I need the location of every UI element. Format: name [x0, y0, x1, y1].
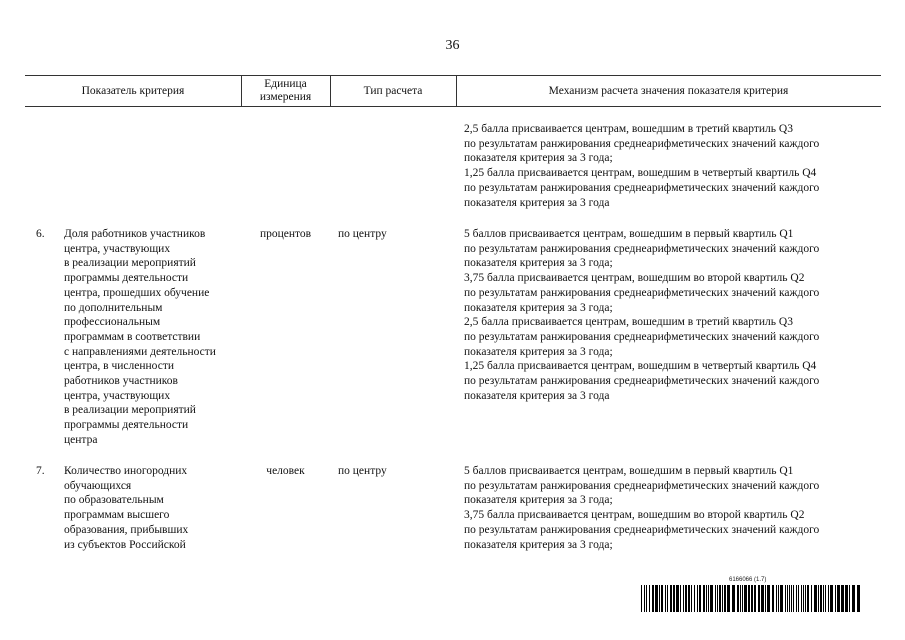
row-number: 6.	[36, 228, 45, 240]
mechanism-line: 3,75 балла присваивается центрам, вошедшим во второй квартиль Q2	[464, 272, 805, 285]
mechanism-line: по результатам ранжирования среднеарифметических значений каждого	[464, 523, 820, 536]
row-calc-type: по центру	[338, 465, 387, 477]
criterion-line: центра, участвующих	[64, 389, 171, 402]
mechanism-line: 5 баллов присваивается центрам, вошедшим в первый квартиль Q1	[464, 465, 794, 477]
row-calc-type: по центру	[338, 228, 387, 240]
criterion-line: программам в соответствии	[64, 330, 201, 343]
mechanism-line: 1,25 балла присваивается центрам, вошедшим в четвертый квартиль Q4	[464, 360, 817, 373]
row-criterion	[64, 464, 188, 552]
mechanism-line: показателя критерия за 3 года;	[464, 257, 613, 270]
criterion-line: программы деятельности	[64, 419, 189, 432]
criterion-line: профессиональным	[64, 316, 161, 329]
mechanism-line: показателя критерия за 3 года;	[464, 494, 613, 507]
criterion-line: работников участников	[64, 375, 178, 388]
mechanism-line: показателя критерия за 3 года;	[464, 152, 613, 165]
criterion-line: Количество иногородних	[64, 465, 188, 477]
row-mechanism	[464, 464, 819, 552]
mechanism-line: по результатам ранжирования среднеарифметических значений каждого	[464, 479, 820, 492]
barcode-icon	[641, 585, 861, 612]
row-unit: процентов	[259, 228, 312, 240]
mechanism-line: 2,5 балла присваивается центрам, вошедшим в третий квартиль Q3	[464, 316, 793, 329]
criterion-line: образования, прибывших	[64, 523, 189, 536]
criterion-line: в реализации мероприятий	[64, 257, 196, 270]
header-criterion: Показатель критерия	[81, 84, 185, 97]
header-unit	[241, 76, 330, 106]
criterion-line: в реализации мероприятий	[64, 404, 196, 417]
mechanism-line: по результатам ранжирования среднеарифметических значений каждого	[464, 330, 820, 343]
mechanism-line: 1,25 балла присваивается центрам, вошедшим в четвертый квартиль Q4	[464, 167, 817, 180]
criterion-line: из субъектов Российской	[64, 538, 186, 551]
row-number: 7.	[36, 465, 45, 477]
mechanism-line: показателя критерия за 3 года;	[464, 345, 613, 358]
criterion-line: Доля работников участников	[64, 228, 206, 240]
criterion-line: по образовательным	[64, 494, 164, 507]
criterion-line: программы деятельности	[64, 272, 189, 285]
mechanism-line: по результатам ранжирования среднеарифметических значений каждого	[464, 242, 820, 255]
row-mechanism	[464, 227, 819, 403]
criterion-line: центра, в численности	[64, 360, 175, 373]
criterion-line: с направлениями деятельности	[64, 345, 216, 358]
mechanism-line: 3,75 балла присваивается центрам, вошедшим во второй квартиль Q2	[464, 509, 805, 522]
header-mechanism: Механизм расчета значения показателя критерия	[548, 84, 789, 97]
header-unit-line2: измерения	[259, 91, 312, 103]
mechanism-line: по результатам ранжирования среднеарифметических значений каждого	[464, 181, 820, 194]
row-criterion	[64, 227, 216, 448]
header-calc-type: Тип расчета	[363, 84, 423, 97]
mechanism-line: по результатам ранжирования среднеарифметических значений каждого	[464, 286, 820, 299]
mechanism-line: по результатам ранжирования среднеарифметических значений каждого	[464, 375, 820, 388]
criterion-line: программам высшего	[64, 509, 170, 522]
mechanism-line: показателя критерия за 3 года	[464, 196, 610, 209]
mechanism-line: 2,5 балла присваивается центрам, вошедшим в третий квартиль Q3	[464, 123, 793, 135]
criterion-line: центра, участвующих	[64, 242, 171, 255]
document-stamp: 6166066 (1.7)	[729, 577, 767, 583]
criterion-line: центра, прошедших обучение	[64, 286, 210, 299]
mechanism-line: 5 баллов присваивается центрам, вошедшим в первый квартиль Q1	[464, 228, 794, 240]
continuation-mechanism	[464, 122, 819, 210]
criterion-line: по дополнительным	[64, 301, 163, 314]
mechanism-line: показателя критерия за 3 года;	[464, 538, 613, 551]
row-unit: человек	[266, 465, 305, 477]
header-unit-line1: Единица	[264, 78, 307, 90]
criterion-line: обучающихся	[64, 479, 132, 492]
criterion-line: центра	[64, 433, 98, 446]
mechanism-line: показателя критерия за 3 года	[464, 389, 610, 402]
mechanism-line: по результатам ранжирования среднеарифметических значений каждого	[464, 137, 820, 150]
table-header-rule	[25, 106, 881, 107]
mechanism-line: показателя критерия за 3 года;	[464, 301, 613, 314]
page-number: 36	[445, 38, 460, 53]
